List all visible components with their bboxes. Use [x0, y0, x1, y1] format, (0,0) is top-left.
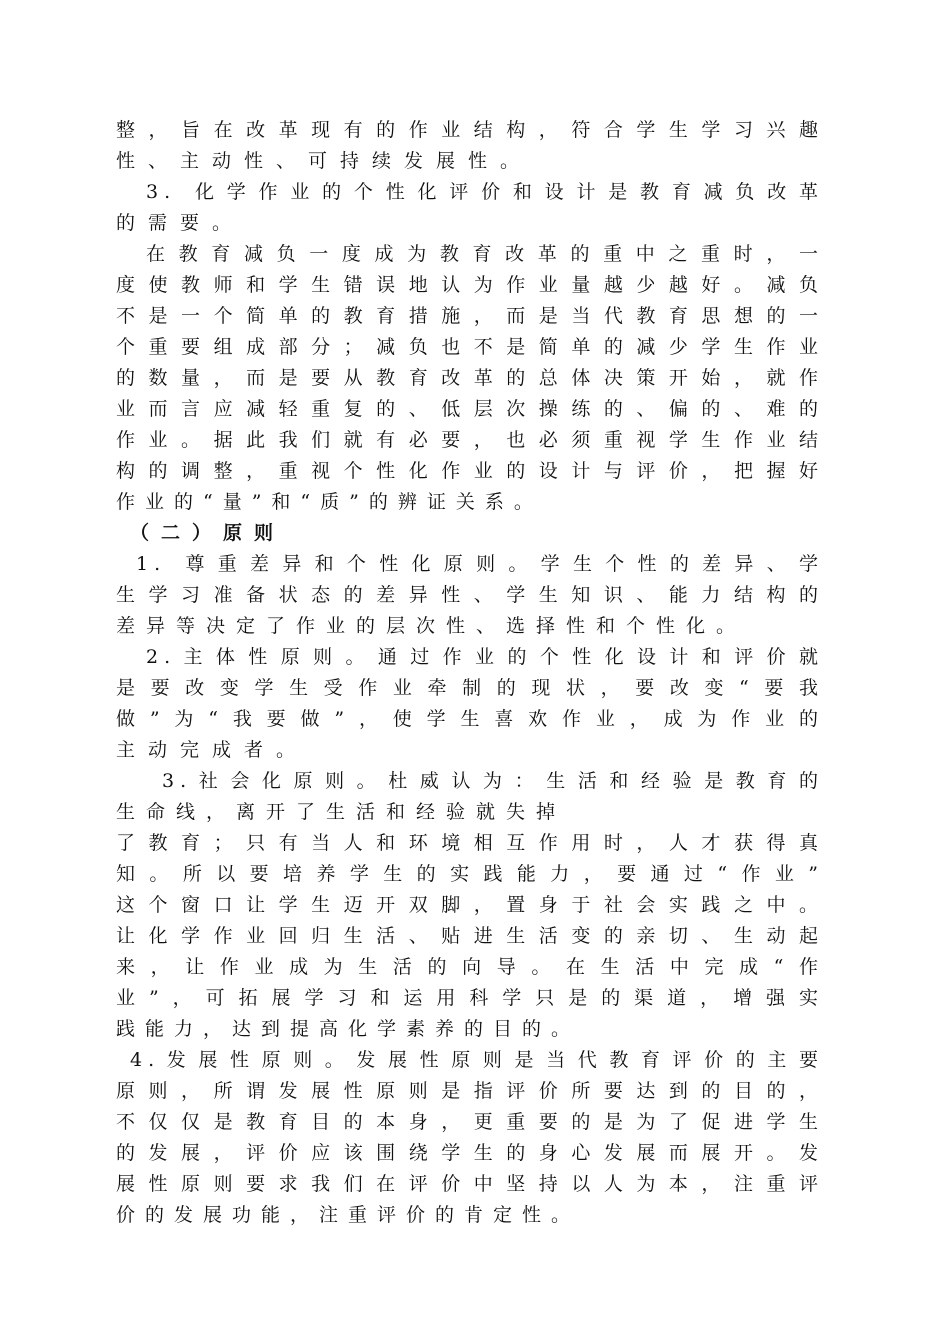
text-line: 不是一个简单的教育措施，而是当代教育思想的一 [116, 305, 824, 327]
text-line: 业”，可拓展学习和运用科学只是的渠道，增强实 [116, 987, 824, 1009]
text-line: 是要改变学生受作业牵制的现状，要改变“要我 [116, 677, 824, 699]
text-line: 3. 化学作业的个性化评价和设计是教育减负改革 [146, 181, 824, 203]
text-line: 主动完成者。 [116, 739, 309, 761]
text-line: 生命线，离开了生活和经验就失掉 [116, 801, 567, 823]
text-line: 2.主体性原则。通过作业的个性化设计和评价就 [146, 646, 824, 668]
text-line: 1. 尊重差异和个性化原则。学生个性的差异、学 [136, 553, 824, 575]
text-line: 展性原则要求我们在评价中坚持以人为本，注重评 [116, 1173, 824, 1195]
text-line: 的数量，而是要从教育改革的总体决策开始，就作 [116, 367, 824, 389]
text-line: 知。所以要培养学生的实践能力，要通过“作业” [116, 863, 824, 885]
text-line: 作业的“量”和“质”的辨证关系。 [116, 491, 543, 513]
text-line: 不仅仅是教育目的本身，更重要的是为了促进学生 [116, 1111, 824, 1133]
text-line: 性、主动性、可持续发展性。 [116, 150, 533, 172]
text-line: 生学习准备状态的差异性、学生知识、能力结构的 [116, 584, 824, 606]
text-line: 原则，所谓发展性原则是指评价所要达到的目的， [116, 1080, 824, 1102]
text-line: 了教育；只有当人和环境相互作用时，人才获得真 [116, 832, 824, 854]
text-line: 的需要。 [116, 212, 245, 234]
text-line: 来，让作业成为生活的向导。在生活中完成“作 [116, 956, 824, 978]
text-line: 的发展，评价应该围绕学生的身心发展而展开。发 [116, 1142, 824, 1164]
text-line: 这个窗口让学生迈开双脚，置身于社会实践之中。 [116, 894, 824, 916]
text-line: 践能力，达到提高化学素养的目的。 [116, 1018, 581, 1040]
text-line: 度使教师和学生错误地认为作业量越少越好。减负 [116, 274, 824, 296]
text-line: 构的调整，重视个性化作业的设计与评价，把握好 [116, 460, 824, 482]
text-line: 整，旨在改革现有的作业结构，符合学生学习兴趣 [116, 119, 824, 141]
text-line: 差异等决定了作业的层次性、选择性和个性化。 [116, 615, 747, 637]
text-line: 做”为“我要做”，使学生喜欢作业，成为作业的 [116, 708, 824, 730]
text-line: 3.社会化原则。杜威认为：生活和经验是教育的 [162, 770, 824, 792]
text-line: 作业。据此我们就有必要，也必须重视学生作业结 [116, 429, 824, 451]
text-line: 业而言应减轻重复的、低层次操练的、偏的、难的 [116, 398, 824, 420]
text-line: 个重要组成部分；减负也不是简单的减少学生作业 [116, 336, 824, 358]
text-line: 价的发展功能，注重评价的肯定性。 [116, 1204, 581, 1226]
text-line: 4.发展性原则。发展性原则是当代教育评价的主要 [130, 1049, 824, 1071]
text-line: 在教育减负一度成为教育改革的重中之重时，一 [146, 243, 824, 265]
text-line: 让化学作业回归生活、贴进生活变的亲切、生动起 [116, 925, 824, 947]
section-heading: （二）原则 [130, 522, 286, 544]
